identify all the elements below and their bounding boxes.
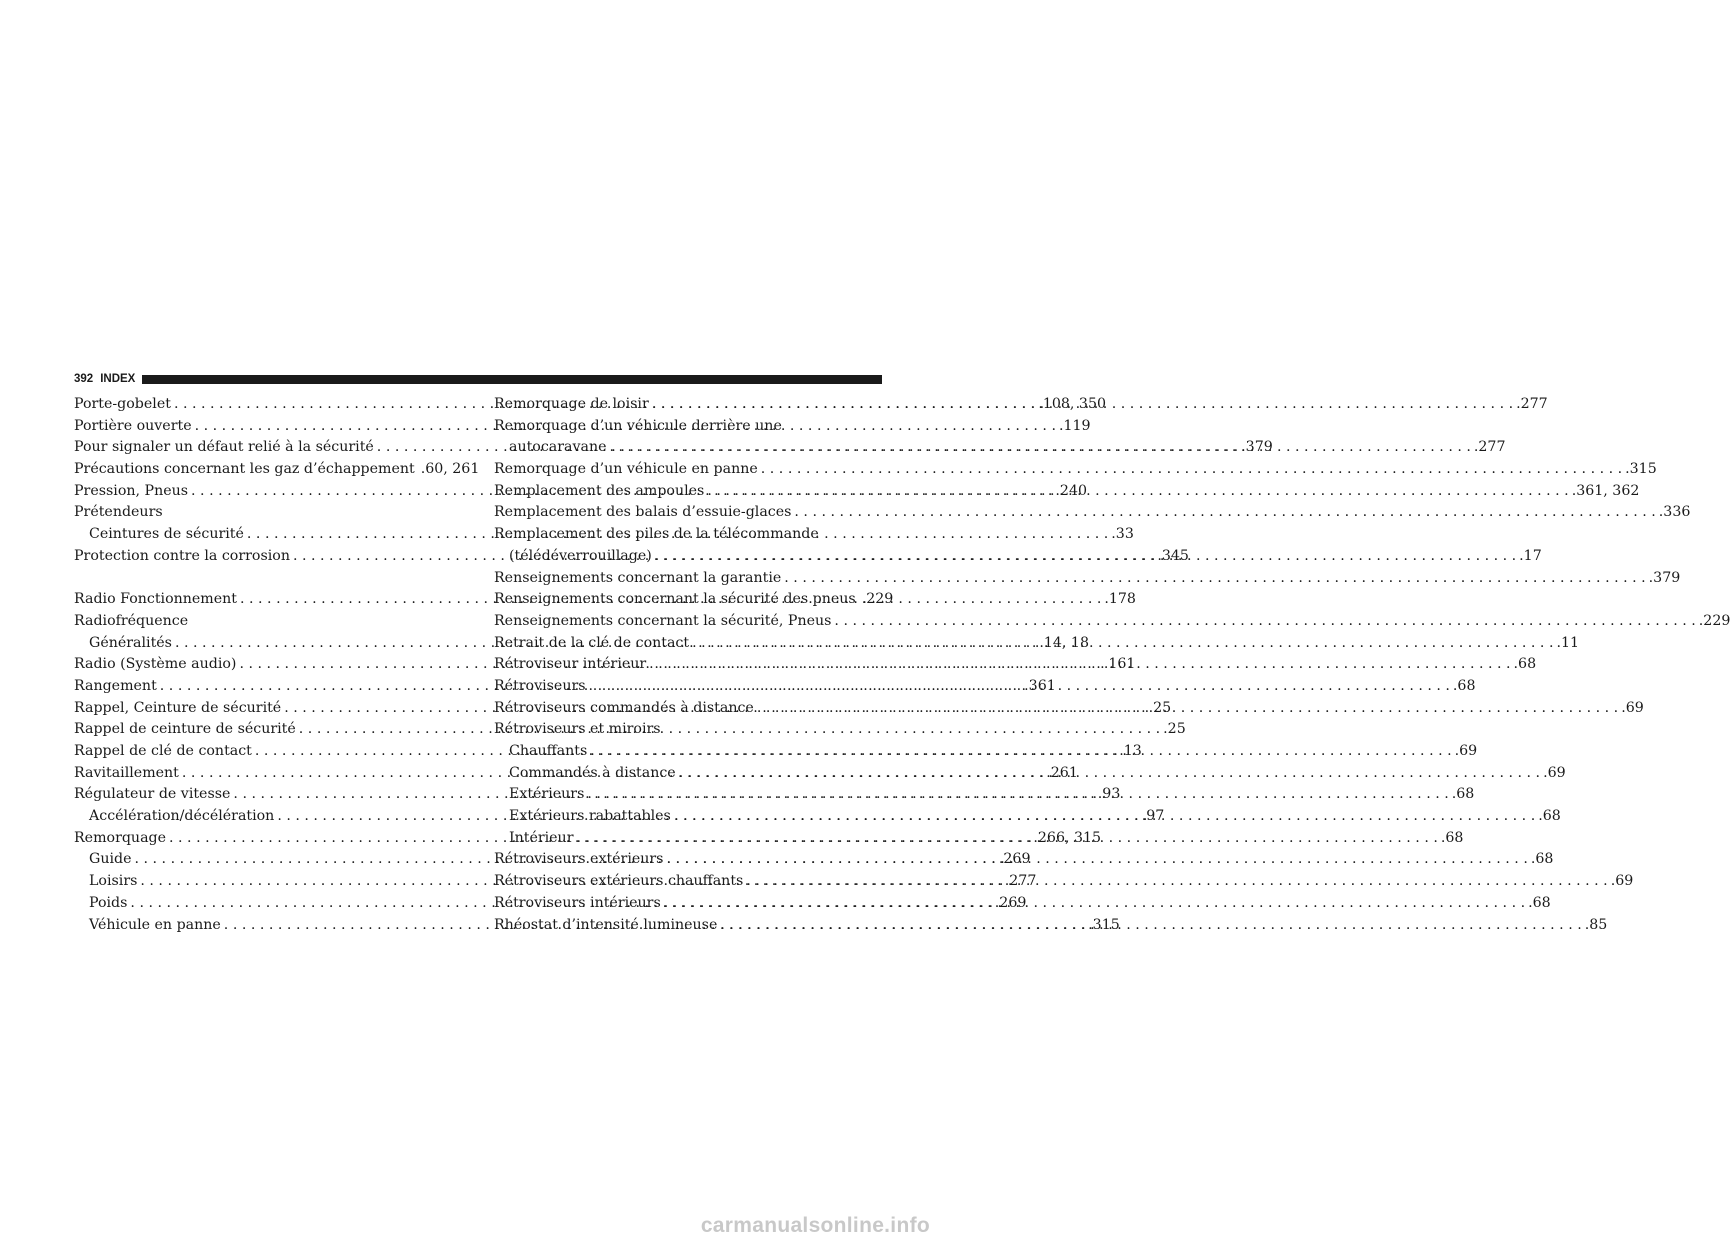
entry-page: .277 bbox=[1516, 396, 1548, 412]
entry-page: .277 bbox=[1473, 439, 1506, 456]
entry-text: Accélération/décélération bbox=[89, 808, 275, 825]
dot-leader bbox=[834, 611, 1695, 633]
entry-page: .25 bbox=[1148, 699, 1172, 716]
entry-page: .68 bbox=[1530, 851, 1554, 868]
entry-text: Loisirs bbox=[89, 873, 138, 890]
index-entry bbox=[494, 719, 884, 741]
entry-text: Portière ouverte bbox=[74, 417, 192, 434]
entry-page: .379 bbox=[1648, 569, 1681, 586]
entry-text: Remorquage d’un véhicule derrière une bbox=[494, 417, 782, 434]
entry-page: .240 bbox=[1055, 482, 1087, 499]
entry-page: .68 bbox=[1452, 677, 1476, 694]
dot-leader bbox=[576, 828, 1437, 850]
dot-leader bbox=[652, 394, 1513, 416]
entry-page: .336 bbox=[1658, 504, 1691, 521]
entry-page: .69 bbox=[1610, 873, 1634, 890]
entry-text: Prétendeurs bbox=[74, 504, 163, 521]
entry-page: .108, 350 bbox=[1038, 396, 1107, 412]
dot-leader bbox=[746, 871, 1607, 893]
entry-page: .68 bbox=[1451, 786, 1475, 803]
entry-text: Rétroviseurs extérieurs chauffants bbox=[494, 873, 744, 890]
entry-page: .266, 315 bbox=[1033, 829, 1102, 846]
index-entry bbox=[494, 589, 894, 611]
dot-leader bbox=[674, 806, 1535, 828]
entry-text: Renseignements concernant la sécurité des pneus bbox=[494, 591, 856, 608]
dot-leader bbox=[589, 676, 1450, 698]
dot-leader bbox=[784, 568, 1645, 590]
entry-text: Rhéostat d’intensité lumineuse bbox=[494, 916, 718, 933]
entry-text: Rangement bbox=[74, 677, 157, 694]
entry-page: .229 bbox=[1698, 612, 1730, 629]
entry-text: Commandés à distance bbox=[509, 764, 676, 781]
entry-text: Rétroviseur intérieur bbox=[494, 656, 647, 673]
entry-text: Pression, Pneus bbox=[74, 482, 189, 499]
entry-page: .178 bbox=[1104, 591, 1136, 608]
index-entry bbox=[494, 568, 1681, 590]
entry-text: Généralités bbox=[89, 634, 172, 651]
entry-page: .229 bbox=[861, 591, 894, 608]
dot-leader bbox=[649, 654, 1510, 676]
entry-text: Chauffants bbox=[509, 743, 588, 759]
entry-page: .315 bbox=[1625, 461, 1657, 478]
dot-leader bbox=[664, 893, 1525, 915]
entry-text: Remorquage de loisir bbox=[494, 396, 649, 412]
header-rule bbox=[142, 375, 882, 384]
index-entry bbox=[494, 611, 1730, 633]
entry-page: .97 bbox=[1141, 808, 1165, 825]
index-entry bbox=[494, 459, 1657, 481]
index-entry bbox=[494, 502, 1691, 524]
index-entry bbox=[74, 502, 464, 524]
entry-text: Rétroviseurs bbox=[494, 677, 586, 694]
entry-page: .161 bbox=[1103, 656, 1136, 673]
entry-text: Ceintures de sécurité bbox=[89, 526, 244, 543]
dot-leader bbox=[720, 915, 1581, 937]
dot-leader bbox=[679, 763, 1540, 785]
entry-page: .33 bbox=[1111, 526, 1134, 543]
entry-text: Porte-gobelet bbox=[74, 396, 171, 412]
section-title: INDEX bbox=[100, 373, 136, 385]
entry-text: Précautions concernant les gaz d’échappement bbox=[74, 461, 415, 478]
entry-text: Remorquage bbox=[74, 829, 167, 846]
dot-leader bbox=[757, 698, 1618, 720]
entry-text: Rappel, Ceinture de sécurité bbox=[74, 699, 282, 716]
watermark: carmanualsonline.info bbox=[700, 1214, 930, 1237]
entry-text: Poids bbox=[89, 894, 128, 911]
entry-text: Radio Fonctionnement bbox=[74, 591, 237, 608]
index-entry bbox=[74, 611, 464, 633]
dot-leader bbox=[587, 784, 1448, 806]
entry-page: .68 bbox=[1440, 829, 1464, 846]
entry-page: .13 bbox=[1119, 743, 1142, 759]
entry-text: Remplacement des piles de la télécommande bbox=[494, 526, 819, 543]
entry-page: .25 bbox=[1163, 721, 1186, 738]
entry-text: Extérieurs bbox=[509, 786, 585, 803]
entry-text: Rétroviseurs commandés à distance bbox=[494, 699, 754, 716]
entry-text: Intérieur bbox=[509, 829, 574, 846]
entry-page: .69 bbox=[1454, 743, 1478, 759]
entry-text: Remplacement des balais d’essuie-glaces bbox=[494, 504, 792, 521]
entry-page: .11 bbox=[1556, 634, 1580, 651]
dot-leader bbox=[692, 633, 1553, 655]
entry-page: .269 bbox=[998, 851, 1031, 868]
entry-page: .60, 261 bbox=[420, 461, 480, 478]
entry-page: .68 bbox=[1528, 894, 1551, 911]
entry-page: .277 bbox=[1004, 873, 1037, 890]
entry-text: Rappel de ceinture de sécurité bbox=[74, 721, 296, 738]
entry-page: .119 bbox=[1058, 417, 1091, 434]
dot-leader bbox=[655, 546, 1516, 568]
dot-leader bbox=[761, 459, 1622, 481]
entry-page: .69 bbox=[1621, 699, 1644, 716]
dot-leader bbox=[590, 741, 1451, 763]
dot-leader bbox=[666, 849, 1527, 871]
dot-leader bbox=[794, 502, 1655, 524]
entry-text: Remorquage d’un véhicule en panne bbox=[494, 461, 758, 478]
entry-page: .93 bbox=[1097, 786, 1121, 803]
entry-page: .345 bbox=[1157, 547, 1189, 564]
entry-page: .379 bbox=[1241, 439, 1273, 456]
entry-text: Rétroviseurs extérieurs bbox=[494, 851, 664, 868]
entry-page: .361, 362 bbox=[1571, 482, 1640, 499]
entry-text: Retrait de la clé de contact bbox=[494, 634, 690, 651]
index-entry bbox=[74, 459, 480, 481]
entry-page: .269 bbox=[994, 894, 1027, 911]
entry-text: Véhicule en panne bbox=[89, 916, 221, 933]
entry-page: .69 bbox=[1543, 764, 1566, 781]
entry-page: .315 bbox=[1088, 916, 1120, 933]
index-entry bbox=[494, 416, 884, 438]
entry-text: Protection contre la corrosion bbox=[74, 547, 290, 564]
entry-text: Remplacement des ampoules bbox=[494, 482, 705, 499]
entry-text: Rétroviseurs intérieurs bbox=[494, 894, 661, 911]
entry-text: Renseignements concernant la garantie bbox=[494, 569, 782, 586]
entry-text: autocaravane bbox=[509, 439, 607, 456]
entry-text: Régulateur de vitesse bbox=[74, 786, 231, 803]
dot-leader bbox=[610, 437, 1471, 459]
entry-page: .261 bbox=[1046, 764, 1078, 781]
entry-page: .361 bbox=[1024, 677, 1056, 694]
entry-text: Radiofréquence bbox=[74, 612, 189, 629]
dot-leader bbox=[707, 481, 1568, 503]
entry-text: Renseignements concernant la sécurité, Pneus bbox=[494, 612, 832, 629]
entry-text: (télédéverrouillage) bbox=[509, 547, 652, 564]
page-header bbox=[74, 372, 882, 386]
entry-text: Pour signaler un défaut relié à la sécurité bbox=[74, 439, 374, 456]
entry-page: .85 bbox=[1584, 916, 1608, 933]
entry-text: Ravitaillement bbox=[74, 764, 179, 781]
entry-text: Rétroviseurs et miroirs bbox=[494, 721, 661, 738]
entry-page: .68 bbox=[1538, 808, 1561, 825]
entry-gap bbox=[74, 568, 464, 590]
index-entry bbox=[494, 524, 884, 546]
entry-text: Rappel de clé de contact bbox=[74, 743, 252, 759]
entry-text: Guide bbox=[89, 851, 132, 868]
entry-page: .14, 18 bbox=[1039, 634, 1089, 651]
entry-text: Extérieurs rabattables bbox=[509, 808, 671, 825]
entry-page: .17 bbox=[1519, 547, 1542, 564]
entry-text: Radio (Système audio) bbox=[74, 656, 237, 673]
page-number: 392 bbox=[74, 373, 94, 385]
entry-page: .68 bbox=[1513, 656, 1537, 673]
